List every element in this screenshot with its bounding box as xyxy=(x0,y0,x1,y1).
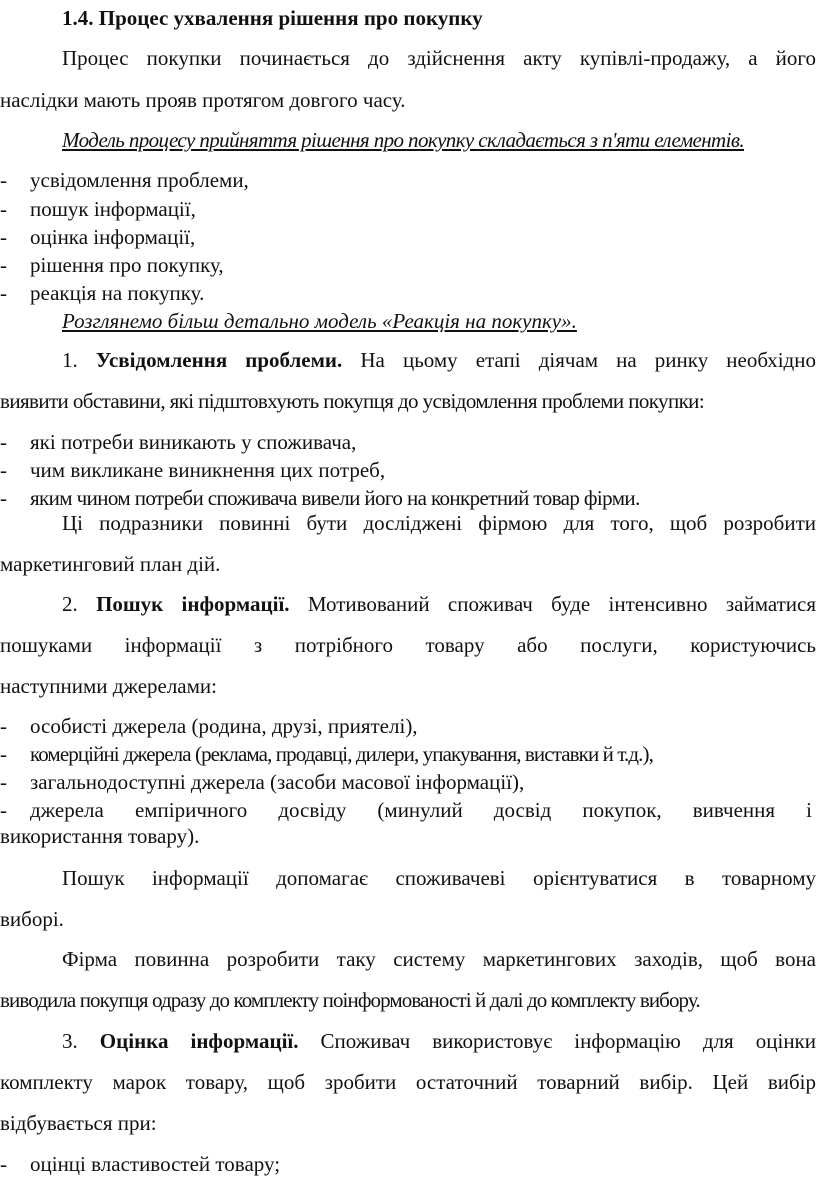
section-3-line-2: комплекту марок товару, щоб зробити остаточний товарний вибір. Цей вибір xyxy=(0,1070,816,1094)
section-2-line-2: пошуками інформації з потрібного товару або послуги, користуючись xyxy=(0,633,816,657)
section-1-closing-line-1: Ці подразники повинні бути досліджені фірмою для того, щоб розробити xyxy=(62,511,816,535)
section-3-line-1: 3. Оцінка інформації. Споживач використовує інформацію для оцінки xyxy=(62,1029,816,1053)
section-1-title: Усвідомлення проблеми. xyxy=(95,348,343,372)
section-3-title: Оцінка інформації. xyxy=(99,1029,299,1053)
list-item-continuation: використання товару). xyxy=(0,824,200,848)
section-2-line-3: наступними джерелами: xyxy=(0,674,217,698)
section-2-line-1: 2. Пошук інформації. Мотивований споживач буде інтенсивно займатися xyxy=(62,592,816,616)
section-2-para-1-line-2: виборі. xyxy=(0,907,64,931)
section-1-closing-line-2: маркетинговий план дій. xyxy=(0,552,221,576)
section-heading: 1.4. Процес ухвалення рішення про покупку xyxy=(62,6,483,30)
document-page: 1.4. Процес ухвалення рішення про покупку Процес покупки починається до здійснення акту купівлі-продажу, а його наслідки мають прояв протягом довгого часу. Модель процесу прийняття рішення про покупку складається з п'яти елементів. - усвідомлення проблеми, - пошук інформації, - оцінка інформації, - рішення про покупку, - реакція на покупку. Розглянемо більш детально модель «Реакція на покупку». 1. Усвідомлення проблеми. На цьому етапі діячам на ринку необхідно виявити обставини, які підштовхують покупця до усвідомлення проблеми покупки: - які потреби виникають у споживача, - чим викликане виникнення цих потреб, - яким чином потреби споживача вивели його на конкретний товар фірми. Ці подразники повинні бути досліджені фірмою для того, щоб розробити маркетинговий план дій. 2. Пошук інформації. Мотивований споживач буде інтенсивно займатися пошуками інформації з потрібного товару або послуги, користуючись наступними джерелами: - особисті джерела (родина, друзі, приятелі), - комерційні джерела (реклама, продавці, дилери, упакування, виставки й т.д.), - загальнодоступні джерела (засоби масової інформації), - джерела емпіричного досвіду (минулий досвід покупок, вивчення і використання товару). Пошук інформації допомагає споживачеві орієнтуватися в товарному виборі. Фірма повинна розробити таку систему маркетингових заходів, щоб вона виводила покупця одразу до комплекту поінформованості й далі до комплекту вибору. 3. Оцінка інформації. Споживач використовує інформацію для оцінки комплекту марок товару, щоб зробити остаточний товарний вибір. Цей вибір відбувається при: - оцінці властивостей товару; xyxy=(0,6,816,1176)
section-1-line-1: 1. Усвідомлення проблеми. На цьому етапі діячам на ринку необхідно xyxy=(62,348,816,372)
reaction-note: Розглянемо більш детально модель «Реакція на покупку». xyxy=(62,309,577,333)
section-2-para-1-line-1: Пошук інформації допомагає споживачеві орієнтуватися в товарному xyxy=(62,866,816,890)
section-2-title: Пошук інформації. xyxy=(96,592,290,616)
section-3-line-3: відбувається при: xyxy=(0,1111,157,1135)
intro-line-2: наслідки мають прояв протягом довгого часу. xyxy=(0,88,406,112)
model-statement: Модель процесу прийняття рішення про покупку складається з п'яти елементів. xyxy=(62,128,745,152)
section-1-line-2: виявити обставини, які підштовхують покупця до усвідомлення проблеми покупки: xyxy=(0,389,705,413)
section-2-para-2-line-1: Фірма повинна розробити таку систему маркетингових заходів, щоб вона xyxy=(62,947,816,971)
section-2-para-2-line-2: виводила покупця одразу до комплекту поінформованості й далі до комплекту вибору. xyxy=(0,988,700,1012)
intro-line-1: Процес покупки починається до здійснення акту купівлі-продажу, а його xyxy=(62,46,816,70)
